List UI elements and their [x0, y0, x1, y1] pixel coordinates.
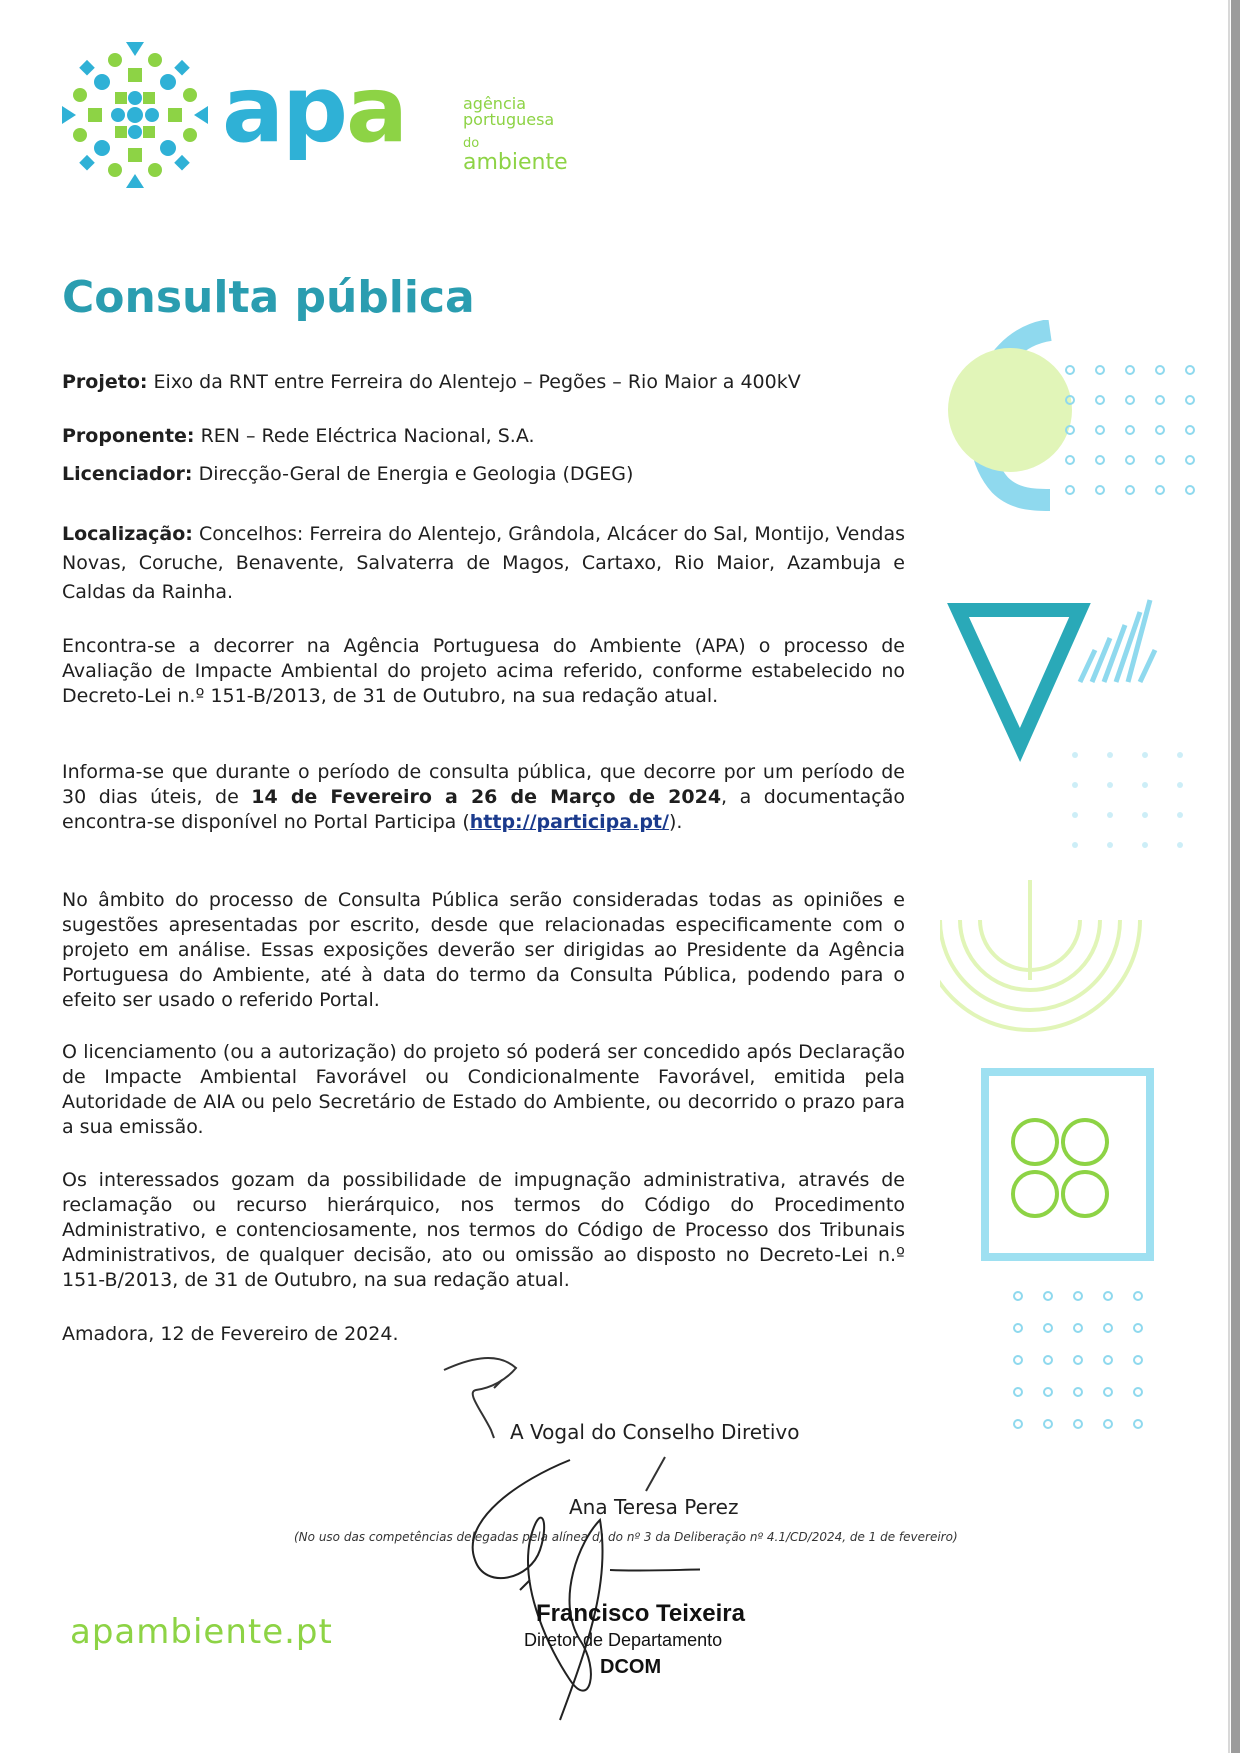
signature-director: [460, 1440, 700, 1740]
paragraph-licensing: O licenciamento (ou a autorização) do projeto só poderá ser concedido após Declaração de Impacte Ambiental Favorável ou Condicionalmente Favorável, emitida pela Autoridade de AIA ou pelo Secretário de Estado do Ambiente, ou decorrido o prazo para a sua emissão.: [62, 1041, 905, 1138]
project-field: [62, 370, 905, 395]
project-value: Eixo da RNT entre Ferreira do Alentejo – Pegões – Rio Maior a 400kV: [153, 371, 801, 393]
proponent-field: [62, 424, 905, 449]
paragraph-opinions: No âmbito do processo de Consulta Pública serão consideradas todas as opiniões e sugestões apresentadas por escrito, desde que relacionadas especificamente com o projeto em análise. Essas exposições deverão ser dirigidas ao Presidente da Agência Portuguesa do Ambiente, até à data do termo da Consulta Pública, podendo para o efeito ser usado o referido Portal.: [62, 889, 905, 1011]
proponent-label: Proponente:: [62, 425, 195, 447]
signatory-role: A Vogal do Conselho Diretivo: [510, 1420, 800, 1444]
scan-edge: [1231, 0, 1240, 1753]
apa-subtitle: agência portuguesa do ambiente: [463, 94, 568, 175]
project-label: Projeto:: [62, 371, 148, 393]
stamp-role: Diretor de Departamento: [524, 1630, 723, 1650]
paragraph-appeals: Os interessados gozam da possibilidade de impugnação administrativa, através de reclamação ou recurso hierárquico, nos termos do Código do Procedimento Administrativo, e contenciosamente, nos termos do Código de Processo dos Tribunais Administrativos, de qualquer decisão, ato ou omissão ao disposto no Decreto-Lei n.º 151-B/2013, de 31 de Outubro, na sua redação atual.: [62, 1169, 905, 1291]
decorative-graphics: [940, 320, 1210, 1470]
licensor-label: Licenciador:: [62, 463, 193, 485]
paragraph-consultation-period: Informa-se que durante o período de consulta pública, que decorre por um período de 30 dias úteis, de 14 de Fevereiro a 26 de Março de 2024, a documentação encontra-se disponível no Portal Participa (http://participa.pt/).: [62, 761, 905, 833]
location-label: Localização:: [62, 523, 193, 545]
apa-logo-mark: [60, 40, 210, 190]
apa-logo: [60, 40, 580, 190]
stamp-name: Francisco Teixeira: [536, 1600, 745, 1627]
location-value: Concelhos: Ferreira do Alentejo, Grândola, Alcácer do Sal, Montijo, Vendas Novas, Coruche, Benavente, Salvaterra de Magos, Cartaxo, Rio Maior, Azambuja e Caldas da Rainha.: [62, 523, 906, 603]
place-date: Amadora, 12 de Fevereiro de 2024.: [62, 1323, 399, 1345]
footer-url: apambiente.pt: [70, 1612, 333, 1652]
location-field: [62, 520, 905, 607]
signatory-name: Ana Teresa Perez: [569, 1495, 739, 1519]
licensor-value: Direcção-Geral de Energia e Geologia (DGEG): [198, 463, 634, 485]
participa-link[interactable]: http://participa.pt/: [469, 811, 669, 833]
scan-shadow: [1228, 0, 1230, 1753]
apa-wordmark: apa: [222, 56, 407, 163]
consultation-dates: 14 de Fevereiro a 26 de Março de 2024: [251, 786, 722, 808]
licensor-field: [62, 462, 905, 487]
stamp-unit: DCOM: [600, 1656, 662, 1678]
proponent-value: REN – Rede Eléctrica Nacional, S.A.: [200, 425, 535, 447]
delegation-note: (No uso das competências delegadas pela alínea d) do nº 3 da Deliberação nº 4.1/CD/2024, de 1 de fevereiro): [294, 1530, 958, 1544]
paragraph-process: Encontra-se a decorrer na Agência Portuguesa do Ambiente (APA) o processo de Avaliação de Impacte Ambiental do projeto acima referido, conforme estabelecido no Decreto-Lei n.º 151-B/2013, de 31 de Outubro, na sua redação atual.: [62, 635, 905, 707]
page-title: Consulta pública: [62, 272, 475, 323]
